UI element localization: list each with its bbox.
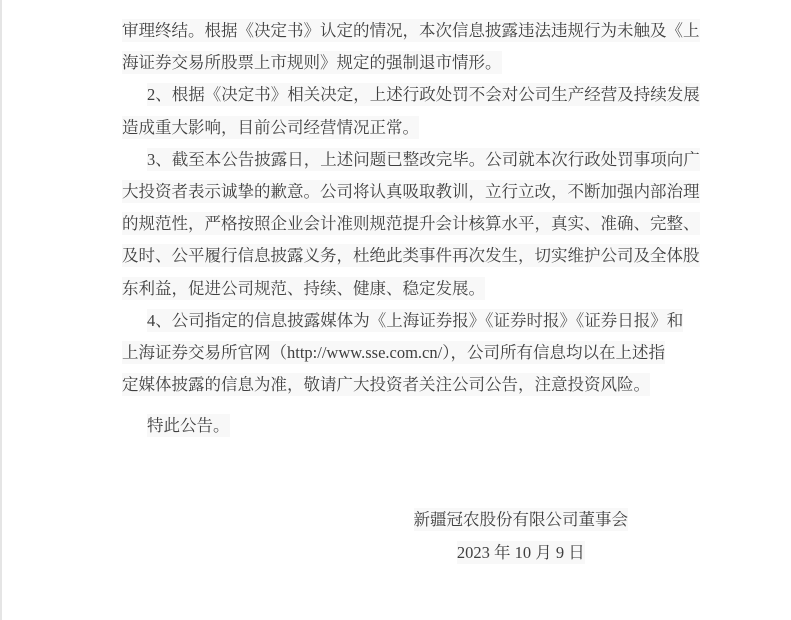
text-line-content: 3、截至本公告披露日，上述问题已整改完毕。公司就本次行政处罚事项向广	[147, 149, 700, 169]
text-line-content: 大投资者表示诚挚的歉意。公司将认真吸取教训，立行立改，不断加强内部治理	[122, 181, 700, 201]
text-line	[122, 144, 700, 176]
text-line	[122, 15, 700, 47]
text-line-content: 造成重大影响，目前公司经营情况正常。	[122, 117, 419, 137]
text-line	[122, 305, 700, 337]
text-line-content: 4、公司指定的信息披露媒体为《上海证券报》《证券时报》《证券日报》和	[147, 310, 684, 330]
body-lines	[122, 15, 700, 401]
text-line	[122, 369, 700, 401]
closing-line	[122, 410, 700, 442]
text-line	[122, 79, 700, 111]
signature-date-text: 2023 年 10 月 9 日	[456, 542, 585, 562]
signature-block	[122, 504, 700, 568]
text-line	[122, 47, 700, 79]
closing-text: 特此公告。	[147, 416, 230, 436]
text-line	[122, 240, 700, 272]
text-line	[122, 208, 700, 240]
text-line-content: 审理终结。根据《决定书》认定的情况，本次信息披露违法违规行为未触及《上	[122, 21, 700, 40]
document-body	[122, 15, 700, 569]
text-line-content: 上海证券交易所官网（http://www.sse.com.cn/），公司所有信息均以在上述指	[122, 342, 665, 362]
text-line	[122, 337, 700, 369]
text-line	[122, 176, 700, 208]
text-line-content: 的规范性，严格按照企业会计准则规范提升会计核算水平，真实、准确、完整、	[122, 214, 700, 234]
company-signature-text: 新疆冠农股份有限公司董事会	[413, 510, 628, 530]
text-line-content: 2、根据《决定书》相关决定，上述行政处罚不会对公司生产经营及持续发展	[147, 85, 700, 105]
left-edge-scan-line	[0, 0, 2, 620]
text-line	[122, 273, 700, 305]
text-line-content: 定媒体披露的信息为准，敬请广大投资者关注公司公告，注意投资风险。	[122, 375, 650, 395]
text-line	[122, 112, 700, 144]
signature-inner	[414, 504, 629, 568]
company-signature	[414, 504, 629, 536]
signature-date	[414, 537, 629, 569]
text-line-content: 海证券交易所股票上市规则》规定的强制退市情形。	[122, 53, 502, 73]
text-line-content: 东利益，促进公司规范、持续、健康、稳定发展。	[122, 278, 485, 298]
text-line-content: 及时、公平履行信息披露义务，杜绝此类事件再次发生，切实维护公司及全体股	[122, 246, 700, 266]
